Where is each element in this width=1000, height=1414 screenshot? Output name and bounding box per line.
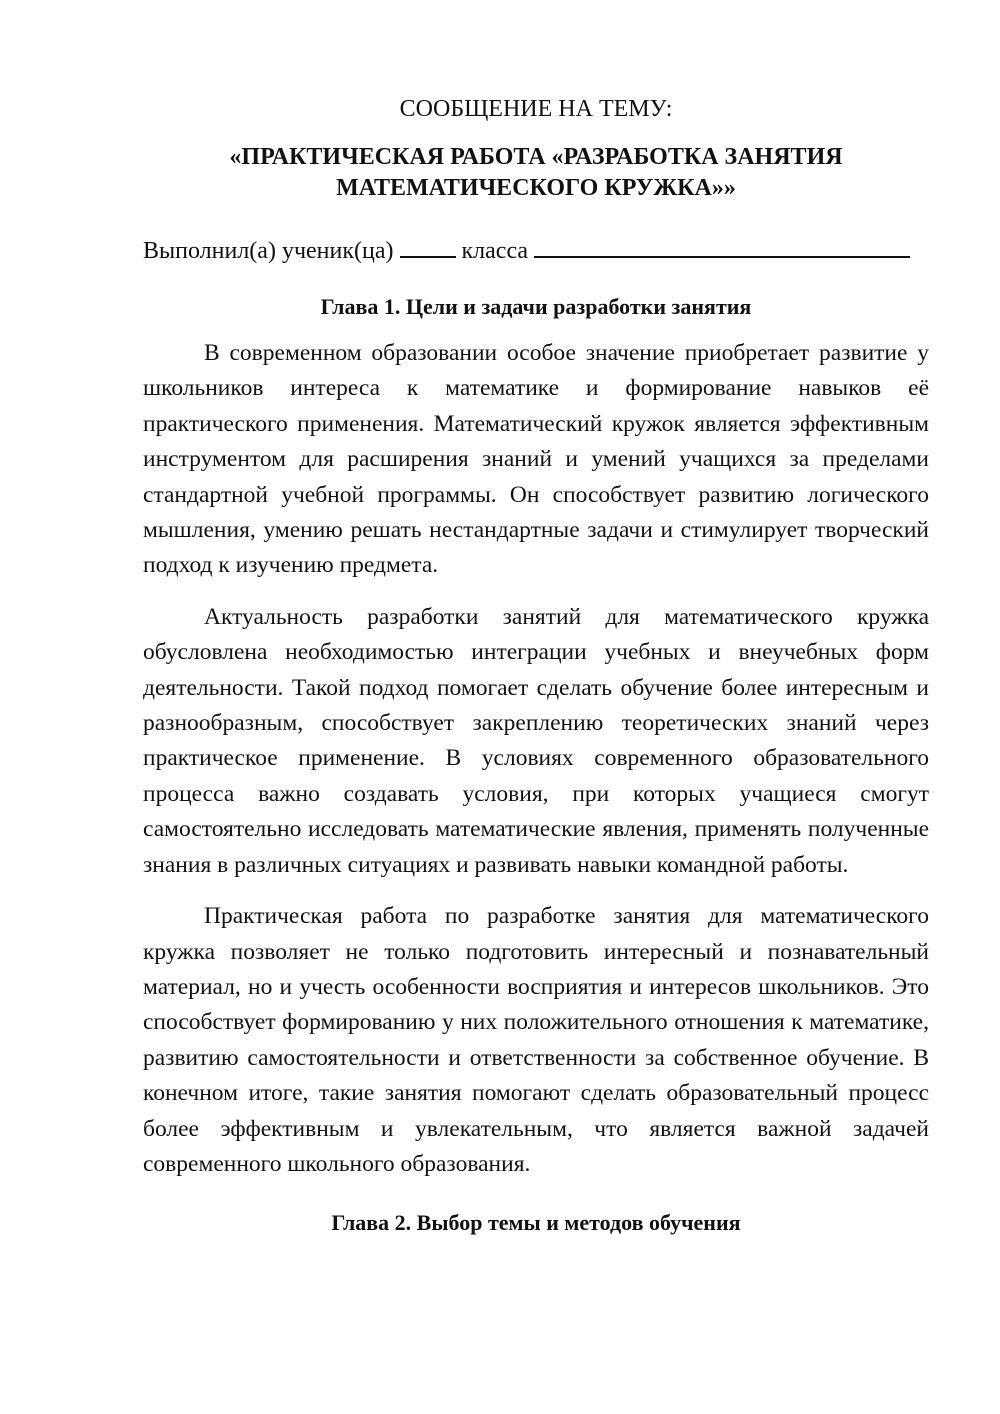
- class-number-blank: [400, 234, 456, 258]
- document-title-line-2: МАТЕМАТИЧЕСКОГО КРУЖКА»»: [336, 175, 736, 201]
- document-title-line-1: «ПРАКТИЧЕСКАЯ РАБОТА «РАЗРАБОТКА ЗАНЯТИЯ: [229, 144, 843, 170]
- chapter-1-paragraph-3: Практическая работа по разработке занятия для математического кружка позволяет не только подготовить интересный и познавательный материал, но и учесть особенности восприятия и интересов школьников. Это способствует формированию у них положительного отношения к математике, развитию самостоятельности и ответственности за собственное обучение. В конечном итоге, такие занятия помогают сделать образовательный процесс более эффективным и увлекательным, что является важной задачей современного школьного образования.: [143, 903, 929, 1177]
- chapter-1-paragraph-1: В современном образовании особое значение приобретает развитие у школьников интереса к математике и формирование навыков её практического применения. Математический кружок является эффективным инструментом для расширения знаний и умений учащихся за пределами стандартной учебной программы. Он способствует развитию логического мышления, умению решать нестандартные задачи и стимулирует творческий подход к изучению предмета.: [143, 340, 929, 579]
- document-content: [143, 92, 929, 1238]
- author-line: [143, 234, 929, 268]
- document-title: [143, 142, 929, 204]
- class-label: класса: [461, 238, 529, 264]
- chapter-1-paragraph-2: Актуальность разработки занятий для математического кружка обусловлена необходимостью интеграции учебных и внеучебных форм деятельности. Такой подход помогает сделать обучение более интересным и разнообразным, способствует закреплению теоретических знаний через практическое применение. В условиях современного образовательного процесса важно создавать условия, при которых учащиеся смогут самостоятельно исследовать математические явления, применять полученные знания в различных ситуациях и развивать навыки командной работы.: [143, 603, 929, 878]
- document-subtitle: СООБЩЕНИЕ НА ТЕМУ:: [399, 96, 673, 122]
- chapter-2-heading: Глава 2. Выбор темы и методов обучения: [331, 1210, 741, 1236]
- student-name-blank: [534, 234, 910, 258]
- chapter-1-heading: Глава 1. Цели и задачи разработки занятия: [320, 294, 752, 319]
- author-label: Выполнил(а) ученик(ца): [143, 238, 394, 264]
